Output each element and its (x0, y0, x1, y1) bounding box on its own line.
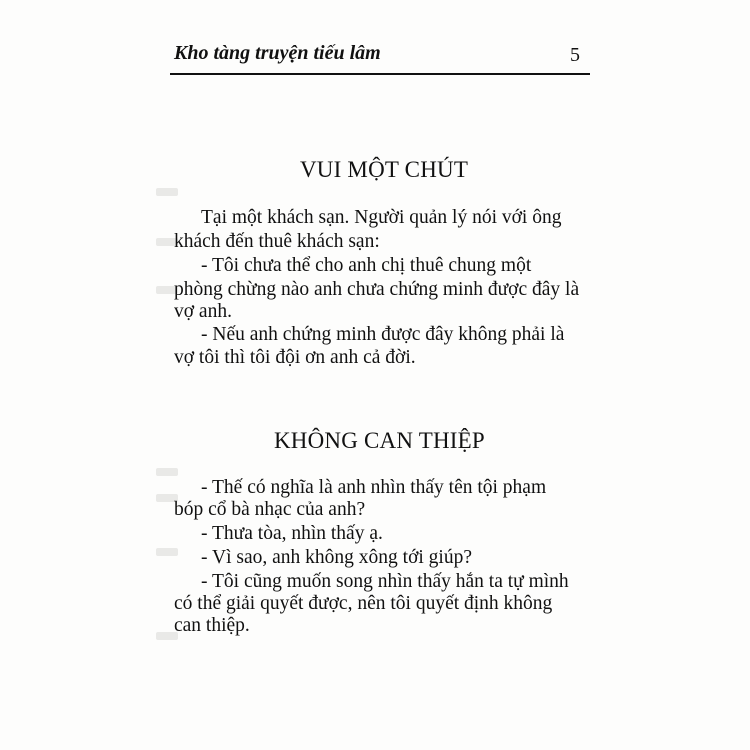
story-line: vợ anh. (174, 301, 232, 322)
story-line: - Thế có nghĩa là anh nhìn thấy tên tội phạm (201, 477, 547, 498)
story-line: bóp cổ bà nhạc của anh? (174, 499, 366, 520)
story-line: - Thưa tòa, nhìn thấy ạ. (201, 523, 383, 544)
bleed-through-mark (156, 468, 178, 476)
story-line: can thiệp. (174, 615, 250, 636)
story-line: khách đến thuê khách sạn: (174, 231, 380, 252)
running-header-title: Kho tàng truyện tiếu lâm (174, 42, 381, 64)
story-line: Tại một khách sạn. Người quản lý nói với ông (201, 207, 562, 228)
story-title: VUI MỘT CHÚT (300, 157, 469, 182)
story-line: có thể giải quyết được, nên tôi quyết định không (174, 593, 553, 614)
story-line: - Tôi cũng muốn song nhìn thấy hắn ta tự mình (201, 571, 569, 592)
story-line: phòng chừng nào anh chưa chứng minh được đây là (174, 279, 580, 300)
story-line: vợ tôi thì tôi đội ơn anh cả đời. (174, 347, 416, 368)
story-line: - Nếu anh chứng minh được đây không phải là (201, 324, 565, 345)
page-number: 5 (570, 44, 580, 66)
story-title: KHÔNG CAN THIỆP (274, 428, 485, 453)
header-divider (170, 73, 590, 75)
bleed-through-mark (156, 188, 178, 196)
bleed-through-mark (156, 548, 178, 556)
story-line: - Vì sao, anh không xông tới giúp? (201, 547, 473, 568)
story-line: - Tôi chưa thể cho anh chị thuê chung một (201, 255, 532, 276)
